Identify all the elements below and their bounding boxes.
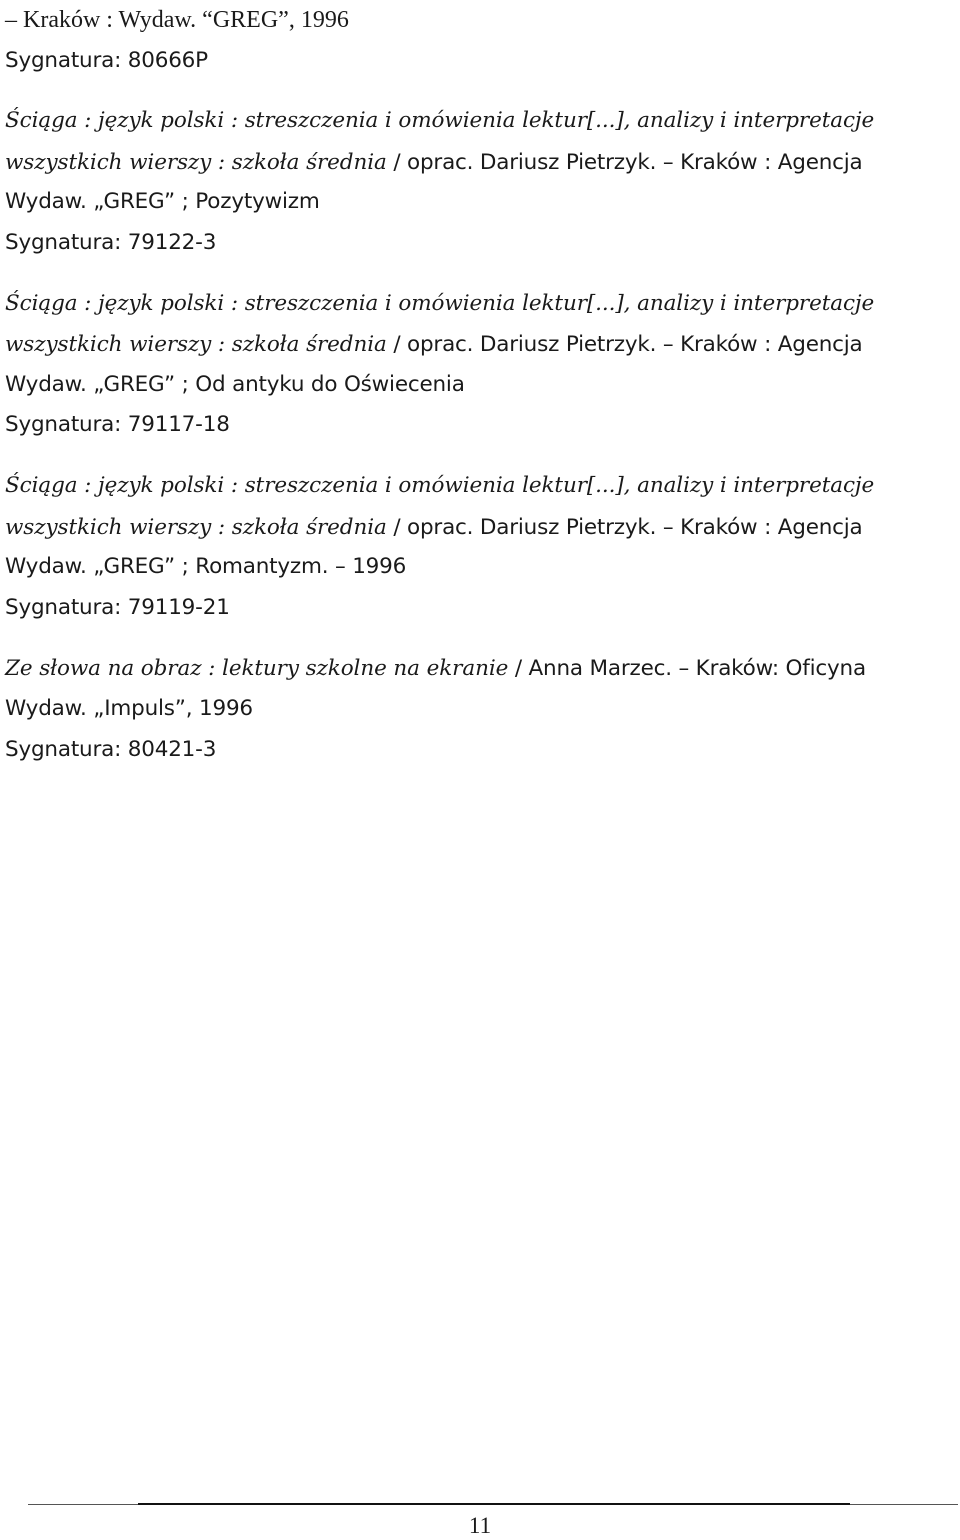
entry-title-part: wszystkich wierszy : szkoła średnia (5, 332, 387, 358)
entry-responsibility: / Anna Marzec. – Kraków: Oficyna (508, 656, 866, 682)
entry-title-continuation (5, 507, 955, 548)
catalog-entry (5, 284, 955, 446)
catalog-entry (5, 101, 955, 263)
entry-title: Ściąga : język polski : streszczenia i omówienia lektur[...], analizy i interpretacje (5, 108, 875, 134)
page-number: 11 (468, 1513, 492, 1538)
footer-divider-strong (138, 1503, 850, 1505)
entry-title-part: wszystkich wierszy : szkoła średnia (5, 514, 387, 540)
entry-publisher: Wydaw. „GREG” ; Pozytywizm (5, 189, 320, 215)
entry-title-continuation (5, 324, 955, 365)
entry-title: Ze słowa na obraz : lektury szkolne na ekranie (5, 656, 509, 682)
entry-title-line (5, 648, 955, 689)
entry-responsibility: / oprac. Dariusz Pietrzyk. – Kraków : Agencja (386, 514, 863, 540)
entry-publisher: Wydaw. „Impuls”, 1996 (5, 695, 253, 721)
continuation-signature: Sygnatura: 80666P (5, 47, 208, 73)
catalog-entry (5, 466, 955, 628)
entry-signature: Sygnatura: 79117-18 (5, 412, 230, 438)
entry-publisher: Wydaw. „GREG” ; Romantyzm. – 1996 (5, 554, 407, 580)
entry-publisher: Wydaw. „GREG” ; Od antyku do Oświecenia (5, 371, 465, 397)
entry-title-continuation (5, 142, 955, 183)
entry-signature: Sygnatura: 80421-3 (5, 736, 217, 762)
entry-signature: Sygnatura: 79119-21 (5, 594, 230, 620)
entry-title-part: wszystkich wierszy : szkoła średnia (5, 149, 387, 175)
entry-responsibility: / oprac. Dariusz Pietrzyk. – Kraków : Agencja (386, 149, 863, 175)
entry-title: Ściąga : język polski : streszczenia i omówienia lektur[...], analizy i interpretacje (5, 290, 875, 316)
catalog-entry (5, 648, 955, 770)
entry-title: Ściąga : język polski : streszczenia i omówienia lektur[...], analizy i interpretacje (5, 472, 875, 498)
document-page (5, 0, 955, 770)
continuation-publisher-line: – Kraków : Wydaw. “GREG”, 1996 (5, 7, 349, 33)
entry-signature: Sygnatura: 79122-3 (5, 229, 217, 255)
entry-responsibility: / oprac. Dariusz Pietrzyk. – Kraków : Agencja (386, 332, 863, 358)
